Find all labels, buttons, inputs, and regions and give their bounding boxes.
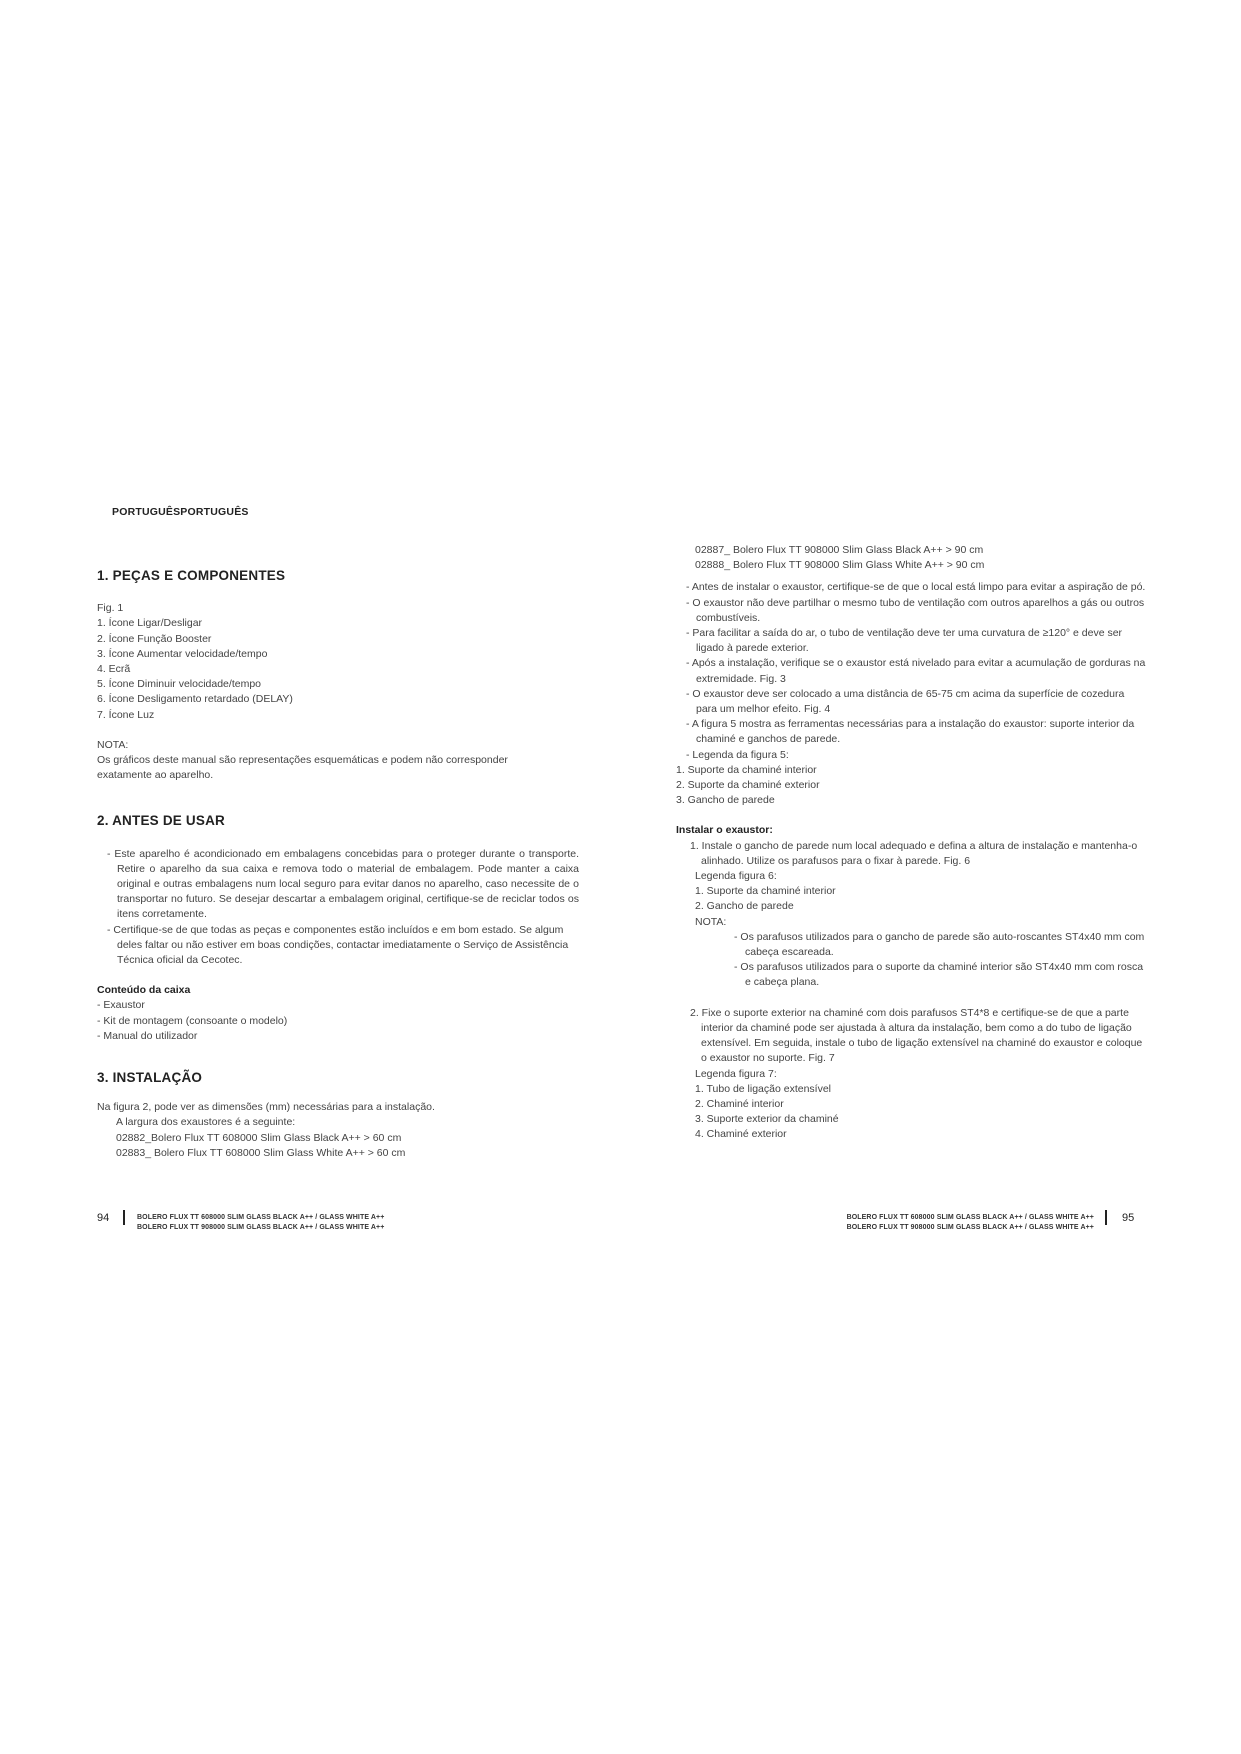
note-item: - Os parafusos utilizados para o suporte da chaminé interior são ST4x40 mm com rosca e cabeça plana. [734,961,1144,989]
fig-7-item: 2. Chaminé interior [695,1097,784,1110]
footer-product-line: BOLERO FLUX TT 608000 SLIM GLASS BLACK A++ / GLASS WHITE A++ [846,1214,1094,1221]
footer-divider-left [123,1210,125,1225]
install-hood-title: Instalar o exaustor: [676,824,773,837]
fig-6-item: 2. Gancho de parede [695,900,794,913]
installation-bullet: - A figura 5 mostra as ferramentas necessárias para a instalação do exaustor: suporte interior da chaminé e ganchos de parede. [686,718,1135,746]
right-column [676,543,1146,1143]
installation-bullet: - Antes de instalar o exaustor, certifique-se de que o local está limpo para evitar a aspiração de pó. [686,581,1146,594]
installation-bullet: - O exaustor não deve partilhar o mesmo tubo de ventilação com outros aparelhos a gás ou outros combustíveis. [686,596,1145,624]
model-line: 02883_ Bolero Flux TT 608000 Slim Glass White A++ > 60 cm [116,1146,406,1159]
model-line: 02882_Bolero Flux TT 608000 Slim Glass Black A++ > 60 cm [116,1131,402,1144]
left-column [97,568,579,1161]
footer-product-line: BOLERO FLUX TT 908000 SLIM GLASS BLACK A++ / GLASS WHITE A++ [846,1224,1094,1231]
fig-5-item: 3. Gancho de parede [676,794,775,807]
footer-product-line: BOLERO FLUX TT 608000 SLIM GLASS BLACK A++ / GLASS WHITE A++ [137,1214,385,1221]
section-3-title: 3. INSTALAÇÃO [97,1070,203,1086]
component-item: 6. Ícone Desligamento retardado (DELAY) [97,693,293,706]
component-item: 7. Ícone Luz [97,708,155,721]
component-item: 3. Ícone Aumentar velocidade/tempo [97,647,268,660]
footer-product-line: BOLERO FLUX TT 908000 SLIM GLASS BLACK A++ / GLASS WHITE A++ [137,1224,385,1231]
section-2-title: 2. ANTES DE USAR [97,813,225,829]
fig-1-label: Fig. 1 [97,602,124,615]
note-label: NOTA: [695,915,727,928]
install-step-2: 2. Fixe o suporte exterior na chaminé com dois parafusos ST4*8 e certifique-se de que a parte interior da chaminé pode ser ajustada à altura da instalação, bem como a do tubo de ligação extensível. Em seguida, instale o tubo de ligação extensível na chaminé do exaustor e coloque o exaustor no suporte. Fig. 7 [690,1006,1143,1065]
page-number-right: 95 [1122,1212,1135,1224]
box-contents-title: Conteúdo da caixa [97,984,191,997]
component-item: 4. Ecrã [97,663,131,676]
component-item: 2. Ícone Função Booster [97,632,212,645]
section-1-title: 1. PEÇAS E COMPONENTES [97,568,286,583]
installation-width: A largura dos exaustores é a seguinte: [116,1116,296,1129]
installation-intro: Na figura 2, pode ver as dimensões (mm) necessárias para a instalação. [97,1101,435,1114]
model-line: 02888_ Bolero Flux TT 908000 Slim Glass White A++ > 90 cm [695,559,985,572]
before-use-bullet: - Certifique-se de que todas as peças e componentes estão incluídos e em bom estado. Se algum deles faltar ou não estiver em boas condições, contactar imediatamente o Serviço de Assistência Técnica oficial da Cecotec. [107,923,569,967]
model-line: 02887_ Bolero Flux TT 908000 Slim Glass Black A++ > 90 cm [695,544,984,556]
fig-7-item: 3. Suporte exterior da chaminé [695,1113,839,1126]
installation-bullet: - Para facilitar a saída do ar, o tubo de ventilação deve ter uma curvatura de ≥120° e deve ser ligado à parede exterior. [686,627,1123,655]
language-header: PORTUGUÊSPORTUGUÊS [112,506,249,518]
installation-bullet: - O exaustor deve ser colocado a uma distância de 65-75 cm acima da superfície de cozedura para um melhor efeito. Fig. 4 [686,687,1125,716]
install-step-1: 1. Instale o gancho de parede num local adequado e defina a altura de instalação e mantenha-o alinhado. Utilize os parafusos para o fixar à parede. Fig. 6 [690,839,1138,867]
box-item: - Manual do utilizador [97,1029,198,1042]
before-use-bullet: - Este aparelho é acondicionado em embalagens concebidas para o proteger durante o transporte. Retire o aparelho da sua caixa e remova todo o material de embalagem. Pode manter a caixa original e outras embalagens num local seguro para evitar danos no aparelho, caso necessite de o transportar no futuro. Se desejar descartar a embalagem original, certifique-se de reciclar todos os itens corretamente. [107,847,579,921]
footer-divider-right [1105,1210,1107,1225]
note-label: NOTA: [97,738,129,751]
box-item: - Kit de montagem (consoante o modelo) [97,1014,288,1027]
page-number-left: 94 [97,1212,110,1224]
fig-5-item: 2. Suporte da chaminé exterior [676,779,820,792]
component-item: 5. Ícone Diminuir velocidade/tempo [97,678,262,691]
installation-bullet: - Legenda da figura 5: [686,748,789,761]
note-item: - Os parafusos utilizados para o gancho de parede são auto-roscantes ST4x40 mm com cabeça escareada. [734,930,1145,959]
fig-7-item: 4. Chaminé exterior [695,1128,787,1141]
fig-7-item: 1. Tubo de ligação extensível [695,1082,832,1095]
note-text: Os gráficos deste manual são representações esquemáticas e podem não corresponder exatamente ao aparelho. [97,754,508,782]
box-item: - Exaustor [97,999,145,1012]
installation-bullet: - Após a instalação, verifique se o exaustor está nivelado para evitar a acumulação de gorduras na extremidade. Fig. 3 [686,657,1146,685]
fig-6-item: 1. Suporte da chaminé interior [695,885,836,898]
fig-6-label: Legenda figura 6: [695,870,777,883]
footer-product-left [137,1213,384,1233]
fig-7-label: Legenda figura 7: [695,1067,777,1080]
component-item: 1. Ícone Ligar/Desligar [97,617,203,630]
footer-product-right [834,1213,1094,1233]
fig-5-item: 1. Suporte da chaminé interior [676,763,817,776]
